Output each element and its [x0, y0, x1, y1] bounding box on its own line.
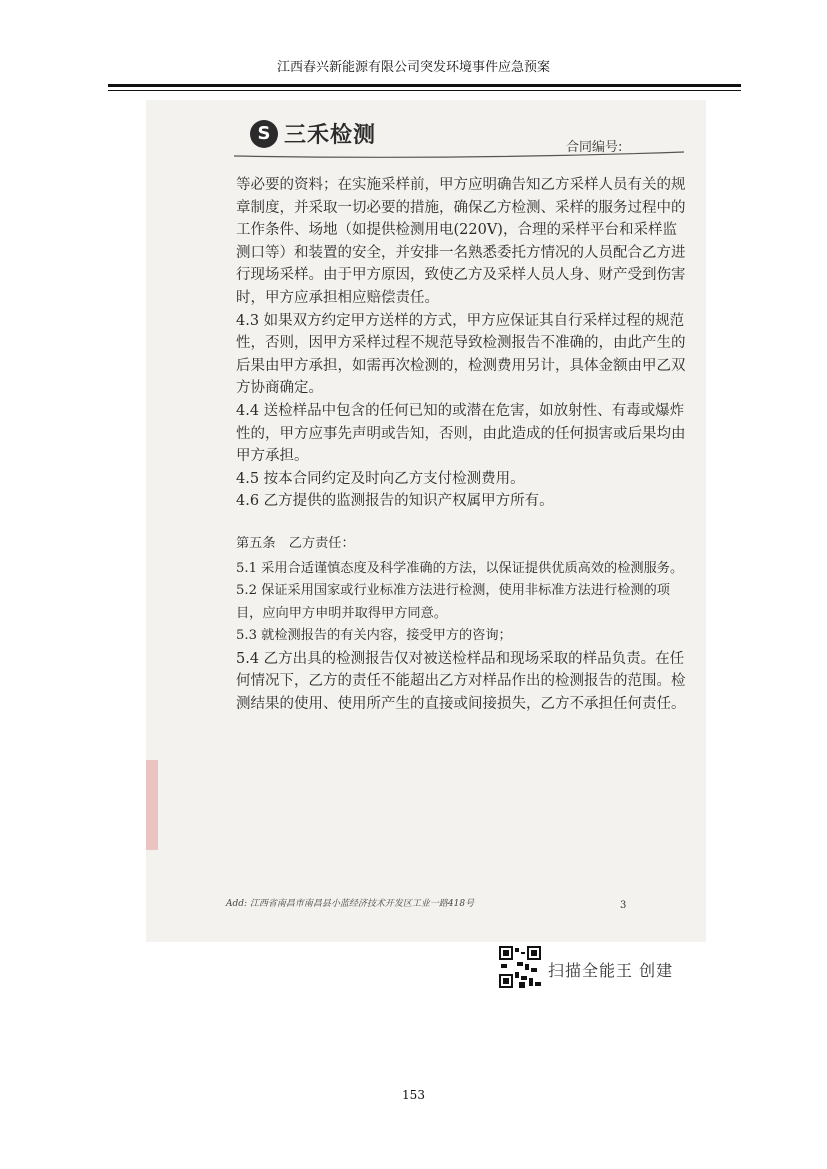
paragraph-4-4: 4.4 送检样品中包含的任何已知的或潜在危害，如放射性、有毒或爆炸性的，甲方应事先声明或告知，否则，由此造成的任何损害或后果均由甲方承担。	[236, 402, 686, 465]
contract-number-label: 合同编号:	[566, 140, 623, 155]
logo-mark-icon: S	[250, 120, 278, 148]
paragraph-4-5: 4.5 按本合同约定及时向乙方支付检测费用。	[236, 470, 525, 487]
section-five-title: 第五条 乙方责任：	[236, 535, 355, 551]
item-5-1: 5.1 采用合适谨慎态度及科学准确的方法，以保证提供优质高效的检测服务。	[236, 560, 684, 576]
paragraph-1: 等必要的资料；在实施采样前，甲方应明确告知乙方采样人员有关的规章制度，并采取一切必要的措施，确保乙方检测、采样的服务过程中的工作条件、场地（如提供检测用电(220V)，合理的采样平台和采样监测口等）和装置的安全，并安排一名熟悉委托方情况的人员配合乙方进行现场采样。由于甲方原因，致使乙方及采样人员人身、财产受到伤害时，甲方应承担相应赔偿责任。	[236, 177, 686, 306]
header-rule-thick	[108, 84, 741, 87]
item-5-3: 5.3 就检测报告的有关内容，接受甲方的咨询；	[236, 628, 512, 644]
scanner-app-label: 扫描全能王 创建	[548, 961, 674, 980]
page-number: 153	[402, 1088, 425, 1102]
page-header: 江西春兴新能源有限公司突发环境事件应急预案	[276, 60, 550, 75]
header-rule-thin	[108, 90, 741, 91]
item-5-4: 5.4 乙方出具的检测报告仅对被送检样品和现场采取的样品负责。在任何情况下，乙方的责任不能超出乙方对样品作出的检测报告的范围。检测结果的使用、使用所产生的直接或间接损失，乙方不承担任何责任。	[236, 650, 686, 713]
paragraph-4-3: 4.3 如果双方约定甲方送样的方式，甲方应保证其自行采样过程的规范性，否则，因甲方采样过程不规范导致检测报告不准确的，由此产生的后果由甲方承担，如需再次检测的，检测费用另计，具体金额由甲乙双方协商确定。	[236, 312, 686, 397]
company-logo	[250, 118, 376, 149]
scan-page-number: 3	[620, 900, 627, 911]
header-curve-line	[234, 148, 684, 166]
contract-body	[236, 174, 686, 716]
company-address: Add: 江西省南昌市南昌县小蓝经济技术开发区工业一路418号	[226, 899, 475, 909]
paragraph-4-6: 4.6 乙方提供的监测报告的知识产权属甲方所有。	[236, 493, 554, 510]
qr-code-icon	[499, 946, 541, 988]
logo-text: 三禾检测	[284, 123, 377, 148]
item-5-2: 5.2 保证采用国家或行业标准方法进行检测，使用非标准方法进行检测的项目，应向甲方申明并取得甲方同意。	[236, 583, 670, 621]
scanned-contract-page	[146, 100, 706, 942]
red-stamp-mark	[146, 760, 158, 850]
